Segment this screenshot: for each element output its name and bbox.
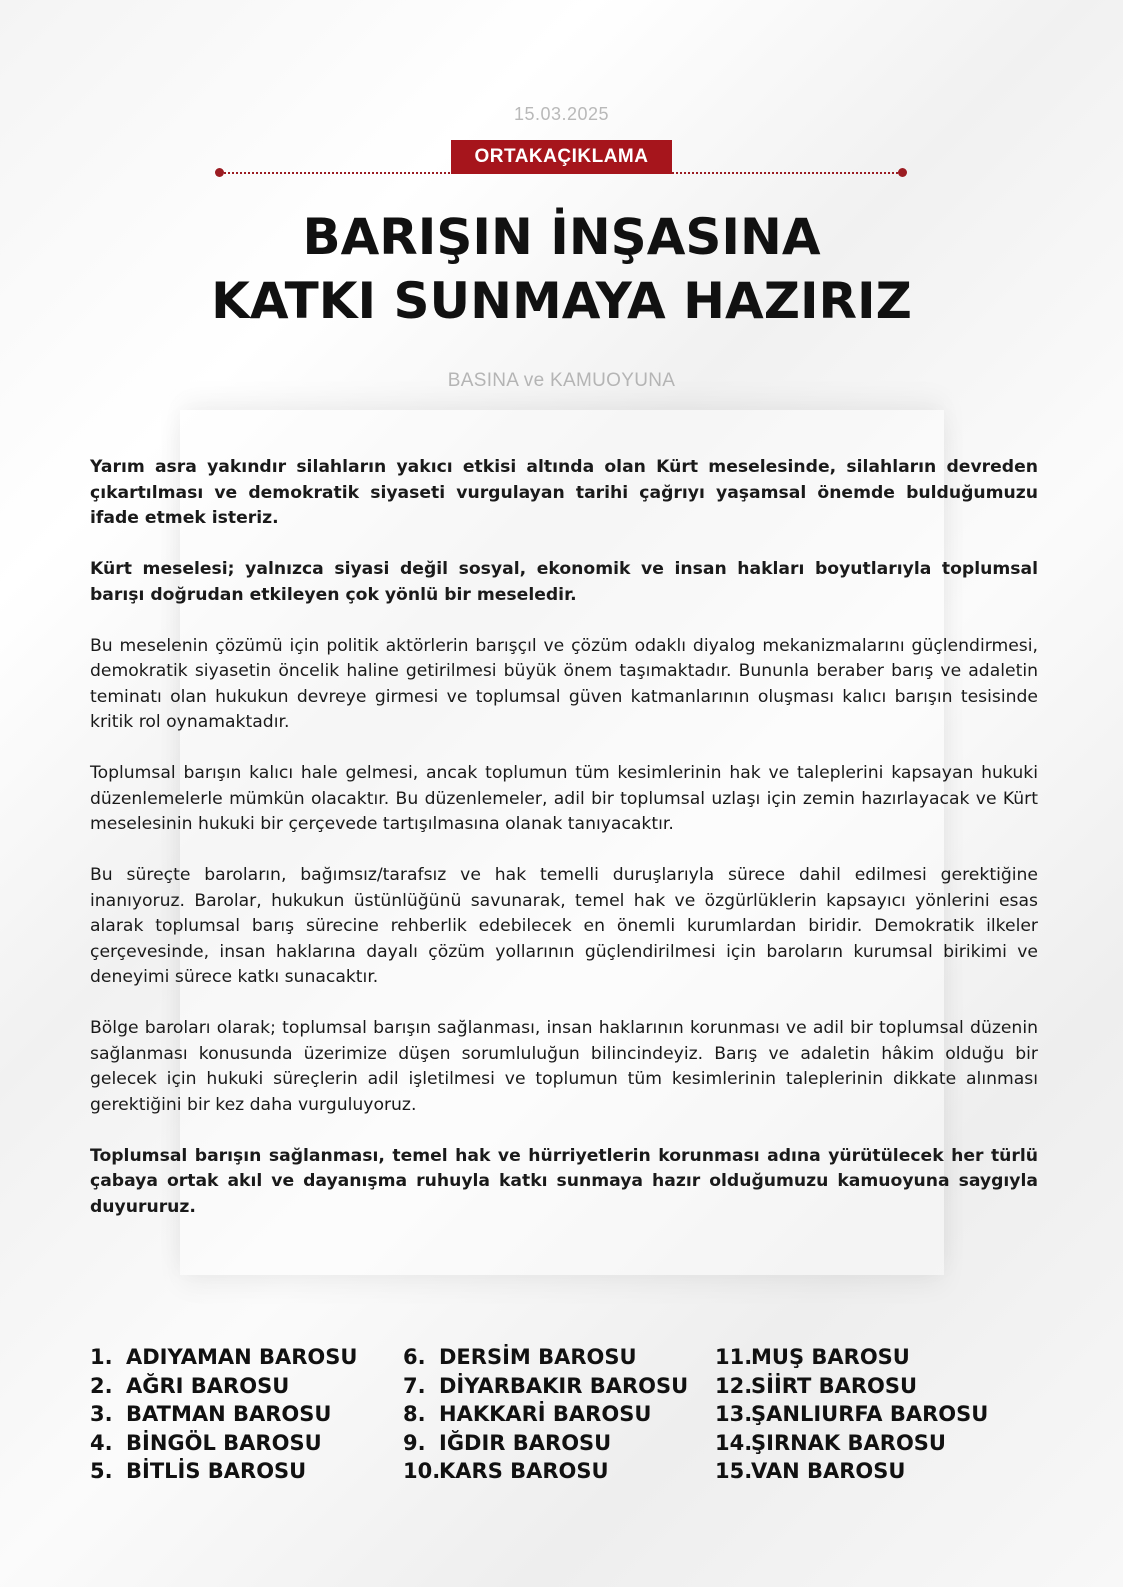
list-item xyxy=(90,1457,357,1486)
bar-name: BATMAN BAROSU xyxy=(126,1402,332,1426)
list-item xyxy=(403,1429,688,1458)
item-number: 8. xyxy=(403,1402,426,1426)
list-item xyxy=(403,1457,688,1486)
item-number: 13. xyxy=(715,1402,753,1426)
list-item xyxy=(715,1457,988,1486)
list-item xyxy=(715,1429,988,1458)
paragraph: Kürt meselesi; yalnızca siyasi değil sosyal, ekonomik ve insan hakları boyutlarıyla toplumsal barışı doğrudan etkileyen çok yönlü bir meseledir. xyxy=(90,559,1038,605)
signatory-column xyxy=(90,1343,357,1486)
item-number: 7. xyxy=(403,1373,426,1398)
statement-type-badge: ORTAKAÇIKLAMA xyxy=(451,140,672,174)
bar-name: ADIYAMAN BAROSU xyxy=(126,1345,358,1369)
list-item xyxy=(90,1429,357,1458)
paragraph: Toplumsal barışın kalıcı hale gelmesi, ancak toplumun tüm kesimlerinin hak ve taleplerini kapsayan hukuki düzenlemelerle mümkün olacaktır. Bu düzenlemeler, adil bir toplumsal uzlaşı için zemin hazırlayacak ve Kürt meselesinin hukuki bir çerçevede tartışılmasına olanak tanıyacaktır. xyxy=(90,763,1038,834)
statement-date: 15.03.2025 xyxy=(513,104,610,124)
divider-dot-right xyxy=(898,168,907,177)
bar-name: DİYARBAKIR BAROSU xyxy=(439,1373,689,1398)
list-item xyxy=(90,1343,357,1372)
item-number: 15. xyxy=(715,1459,753,1483)
bar-name: HAKKARİ BAROSU xyxy=(439,1402,652,1426)
item-number: 14. xyxy=(715,1430,753,1455)
list-item xyxy=(90,1372,357,1401)
bar-name: ŞIRNAK BAROSU xyxy=(751,1430,946,1455)
bar-name: VAN BAROSU xyxy=(751,1459,906,1483)
bar-name: MUŞ BAROSU xyxy=(751,1345,910,1369)
list-item xyxy=(403,1343,688,1372)
item-number: 9. xyxy=(403,1430,426,1455)
list-item xyxy=(90,1400,357,1429)
bar-name: DERSİM BAROSU xyxy=(439,1345,637,1369)
list-item xyxy=(403,1372,688,1401)
list-item xyxy=(715,1400,988,1429)
bar-name: ŞANLIURFA BAROSU xyxy=(751,1402,989,1426)
statement-body xyxy=(90,455,1038,1246)
item-number: 4. xyxy=(90,1430,113,1455)
paragraph: Toplumsal barışın sağlanması, temel hak ve hürriyetlerin korunması adına yürütülecek her türlü çabaya ortak akıl ve dayanışma ruhuyla katkı sunmaya hazır olduğumuzu kamuoyuna saygıyla duyururuz. xyxy=(90,1145,1038,1217)
title-line-2: KATKI SUNMAYA HAZIRIZ xyxy=(211,272,912,330)
item-number: 11. xyxy=(715,1345,753,1369)
item-number: 12. xyxy=(715,1373,753,1398)
title-line-1: BARIŞIN İNŞASINA xyxy=(302,208,821,266)
list-item xyxy=(715,1343,988,1372)
item-number: 10. xyxy=(403,1459,441,1483)
paragraph: Yarım asra yakındır silahların yakıcı etkisi altında olan Kürt meselesinde, silahların devreden çıkartılması ve demokratik siyaseti vurgulayan tarihi çağrıyı yaşamsal önemde bulduğumuzu ifade etmek isteriz. xyxy=(90,457,1038,528)
signatory-column xyxy=(403,1343,688,1486)
item-number: 6. xyxy=(403,1345,426,1369)
item-number: 3. xyxy=(90,1402,113,1426)
list-item xyxy=(403,1400,688,1429)
item-number: 2. xyxy=(90,1373,113,1398)
list-item xyxy=(715,1372,988,1401)
bar-name: KARS BAROSU xyxy=(439,1459,609,1483)
paragraph: Bölge baroları olarak; toplumsal barışın sağlanması, insan haklarının korunması ve adil bir toplumsal düzenin sağlanması konusunda üzerimize düşen sorumluluğun bilincindeyiz. Barış ve adaletin hâkim olduğu bir gelecek için hukuki süreçlerin adil işletilmesi ve toplumun tüm kesimlerinin taleplerinin dikkate alınması gerektiğini bir kez daha vurguluyoruz. xyxy=(90,1018,1038,1115)
bar-name: AĞRI BAROSU xyxy=(126,1373,290,1398)
item-number: 1. xyxy=(90,1345,113,1369)
divider-dot-left xyxy=(215,168,224,177)
page-title xyxy=(0,205,1123,333)
page-subtitle: BASINA ve KAMUOYUNA xyxy=(447,370,676,391)
bar-name: IĞDIR BAROSU xyxy=(439,1430,612,1455)
bar-name: SİİRT BAROSU xyxy=(751,1373,918,1398)
signatory-column xyxy=(715,1343,988,1486)
paragraph: Bu süreçte baroların, bağımsız/tarafsız ve hak temelli duruşlarıyla sürece dahil edilmesi gerektiğine inanıyoruz. Barolar, hukukun üstünlüğünü savunarak, temel hak ve özgürlüklerin kapsayıcı yönlerini esas alarak toplumsal barış sürecine rehberlik edebilecek en önemli kurumlardan biridir. Demokratik ilkeler çerçevesinde, insan haklarına dayalı çözüm yollarının güçlendirilmesi için baroların kurumsal birikimi ve deneyimi sürece katkı sunacaktır. xyxy=(90,865,1038,987)
bar-name: BİNGÖL BAROSU xyxy=(126,1430,322,1455)
item-number: 5. xyxy=(90,1459,113,1483)
paragraph: Bu meselenin çözümü için politik aktörlerin barışçıl ve çözüm odaklı diyalog mekanizmalarını güçlendirmesi, demokratik siyasetin öncelik haline getirilmesi büyük önem taşımaktadır. Bununla beraber barış ve adaletin teminatı olan hukukun devreye girmesi ve toplumsal güven katmanlarının oluşması kalıcı barışın tesisinde kritik rol oynamaktadır. xyxy=(90,635,1038,732)
bar-name: BİTLİS BAROSU xyxy=(126,1459,307,1483)
